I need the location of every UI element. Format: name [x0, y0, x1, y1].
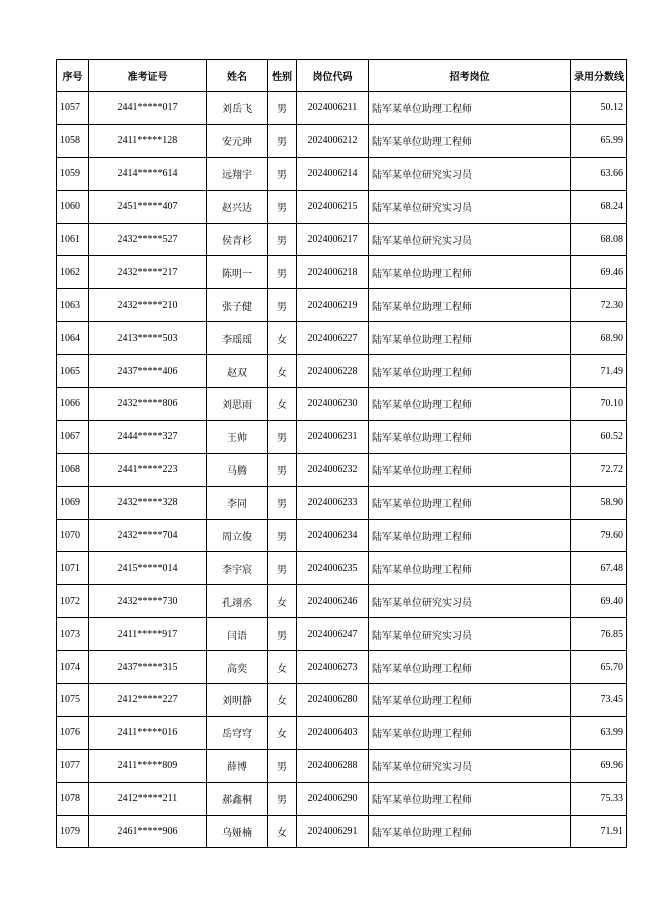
cell-seq: 1078	[57, 782, 89, 815]
table-row	[57, 585, 627, 618]
table-row	[57, 92, 627, 125]
cell-post-code: 2024006232	[297, 453, 369, 486]
table-row	[57, 453, 627, 486]
cell-post-code: 2024006233	[297, 486, 369, 519]
cell-gender: 男	[268, 223, 297, 256]
table-row	[57, 157, 627, 190]
cell-post: 陆军某单位研究实习员	[369, 585, 571, 618]
cell-score: 68.90	[571, 322, 627, 355]
cell-score: 72.30	[571, 289, 627, 322]
cell-name: 周立俊	[207, 519, 268, 552]
cell-score: 67.48	[571, 552, 627, 585]
table-row	[57, 552, 627, 585]
cell-exam-id: 2441*****223	[89, 453, 207, 486]
table-row	[57, 420, 627, 453]
cell-gender: 女	[268, 815, 297, 848]
cell-name: 岳穹穹	[207, 716, 268, 749]
cell-exam-id: 2437*****315	[89, 651, 207, 684]
cell-exam-id: 2432*****730	[89, 585, 207, 618]
cell-gender: 女	[268, 585, 297, 618]
cell-exam-id: 2412*****211	[89, 782, 207, 815]
cell-post: 陆军某单位助理工程师	[369, 420, 571, 453]
table-header	[57, 60, 627, 92]
cell-seq: 1071	[57, 552, 89, 585]
table-row	[57, 486, 627, 519]
cell-gender: 男	[268, 124, 297, 157]
cell-seq: 1074	[57, 651, 89, 684]
cell-gender: 男	[268, 256, 297, 289]
admission-score-table	[56, 59, 627, 848]
cell-name: 远翔宇	[207, 157, 268, 190]
cell-name: 王帅	[207, 420, 268, 453]
cell-exam-id: 2437*****406	[89, 355, 207, 388]
table-row	[57, 124, 627, 157]
cell-post-code: 2024006212	[297, 124, 369, 157]
cell-post: 陆军某单位助理工程师	[369, 552, 571, 585]
cell-name: 乌娅楠	[207, 815, 268, 848]
cell-score: 63.99	[571, 716, 627, 749]
cell-score: 69.96	[571, 749, 627, 782]
cell-seq: 1065	[57, 355, 89, 388]
table-row	[57, 618, 627, 651]
cell-gender: 女	[268, 716, 297, 749]
cell-exam-id: 2411*****809	[89, 749, 207, 782]
cell-exam-id: 2415*****014	[89, 552, 207, 585]
cell-score: 50.12	[571, 92, 627, 125]
header-name: 姓名	[207, 60, 268, 92]
table-row	[57, 355, 627, 388]
cell-exam-id: 2461*****906	[89, 815, 207, 848]
cell-exam-id: 2444*****327	[89, 420, 207, 453]
cell-post-code: 2024006291	[297, 815, 369, 848]
cell-post-code: 2024006217	[297, 223, 369, 256]
cell-gender: 男	[268, 190, 297, 223]
cell-post: 陆军某单位研究实习员	[369, 157, 571, 190]
cell-gender: 男	[268, 289, 297, 322]
cell-seq: 1077	[57, 749, 89, 782]
cell-post: 陆军某单位助理工程师	[369, 124, 571, 157]
cell-score: 69.46	[571, 256, 627, 289]
cell-post-code: 2024006288	[297, 749, 369, 782]
header-post-code: 岗位代码	[297, 60, 369, 92]
cell-post: 陆军某单位助理工程师	[369, 684, 571, 717]
table-body	[57, 92, 627, 848]
cell-post: 陆军某单位助理工程师	[369, 716, 571, 749]
cell-exam-id: 2411*****016	[89, 716, 207, 749]
cell-score: 70.10	[571, 388, 627, 421]
cell-post: 陆军某单位助理工程师	[369, 256, 571, 289]
cell-post: 陆军某单位助理工程师	[369, 651, 571, 684]
cell-name: 刘明静	[207, 684, 268, 717]
cell-seq: 1068	[57, 453, 89, 486]
cell-exam-id: 2411*****128	[89, 124, 207, 157]
cell-post-code: 2024006218	[297, 256, 369, 289]
cell-name: 李同	[207, 486, 268, 519]
cell-post-code: 2024006403	[297, 716, 369, 749]
cell-name: 侯青杉	[207, 223, 268, 256]
header-gender: 性别	[268, 60, 297, 92]
cell-exam-id: 2432*****527	[89, 223, 207, 256]
table-row	[57, 519, 627, 552]
cell-post: 陆军某单位助理工程师	[369, 815, 571, 848]
cell-post-code: 2024006215	[297, 190, 369, 223]
cell-name: 闫语	[207, 618, 268, 651]
header-seq: 序号	[57, 60, 89, 92]
cell-score: 76.85	[571, 618, 627, 651]
cell-exam-id: 2451*****407	[89, 190, 207, 223]
cell-seq: 1061	[57, 223, 89, 256]
table-row	[57, 322, 627, 355]
cell-name: 薛博	[207, 749, 268, 782]
cell-post: 陆军某单位研究实习员	[369, 618, 571, 651]
cell-seq: 1057	[57, 92, 89, 125]
cell-post: 陆军某单位研究实习员	[369, 190, 571, 223]
cell-post-code: 2024006228	[297, 355, 369, 388]
cell-gender: 男	[268, 519, 297, 552]
cell-post: 陆军某单位助理工程师	[369, 453, 571, 486]
cell-name: 张子健	[207, 289, 268, 322]
cell-score: 69.40	[571, 585, 627, 618]
cell-post: 陆军某单位助理工程师	[369, 355, 571, 388]
table-row	[57, 388, 627, 421]
cell-post: 陆军某单位助理工程师	[369, 782, 571, 815]
cell-gender: 男	[268, 157, 297, 190]
cell-seq: 1064	[57, 322, 89, 355]
cell-seq: 1075	[57, 684, 89, 717]
cell-post-code: 2024006273	[297, 651, 369, 684]
cell-score: 71.49	[571, 355, 627, 388]
cell-post: 陆军某单位助理工程师	[369, 92, 571, 125]
table-row	[57, 289, 627, 322]
cell-name: 陈明一	[207, 256, 268, 289]
header-row	[57, 60, 627, 92]
cell-seq: 1079	[57, 815, 89, 848]
cell-name: 孔翊丞	[207, 585, 268, 618]
cell-post-code: 2024006214	[297, 157, 369, 190]
cell-post: 陆军某单位助理工程师	[369, 486, 571, 519]
cell-gender: 男	[268, 618, 297, 651]
cell-gender: 男	[268, 782, 297, 815]
cell-exam-id: 2412*****227	[89, 684, 207, 717]
cell-seq: 1069	[57, 486, 89, 519]
cell-score: 75.33	[571, 782, 627, 815]
cell-post-code: 2024006235	[297, 552, 369, 585]
cell-name: 赵双	[207, 355, 268, 388]
table-row	[57, 815, 627, 848]
cell-exam-id: 2432*****217	[89, 256, 207, 289]
cell-seq: 1058	[57, 124, 89, 157]
cell-post: 陆军某单位研究实习员	[369, 223, 571, 256]
cell-post-code: 2024006290	[297, 782, 369, 815]
cell-exam-id: 2441*****017	[89, 92, 207, 125]
cell-seq: 1060	[57, 190, 89, 223]
cell-gender: 女	[268, 651, 297, 684]
table-row	[57, 223, 627, 256]
cell-post-code: 2024006219	[297, 289, 369, 322]
cell-post-code: 2024006231	[297, 420, 369, 453]
cell-post-code: 2024006234	[297, 519, 369, 552]
table-row	[57, 651, 627, 684]
cell-name: 赵兴达	[207, 190, 268, 223]
cell-exam-id: 2432*****210	[89, 289, 207, 322]
table-row	[57, 684, 627, 717]
cell-name: 刘岳飞	[207, 92, 268, 125]
cell-gender: 女	[268, 322, 297, 355]
cell-seq: 1067	[57, 420, 89, 453]
cell-gender: 男	[268, 552, 297, 585]
cell-post: 陆军某单位助理工程师	[369, 289, 571, 322]
cell-name: 马腾	[207, 453, 268, 486]
cell-exam-id: 2432*****806	[89, 388, 207, 421]
cell-seq: 1066	[57, 388, 89, 421]
cell-exam-id: 2432*****704	[89, 519, 207, 552]
table-row	[57, 749, 627, 782]
cell-post: 陆军某单位助理工程师	[369, 322, 571, 355]
cell-score: 71.91	[571, 815, 627, 848]
cell-name: 安元珅	[207, 124, 268, 157]
cell-seq: 1076	[57, 716, 89, 749]
cell-name: 李宇宸	[207, 552, 268, 585]
cell-post-code: 2024006246	[297, 585, 369, 618]
cell-exam-id: 2411*****917	[89, 618, 207, 651]
cell-seq: 1062	[57, 256, 89, 289]
cell-name: 高奕	[207, 651, 268, 684]
cell-seq: 1073	[57, 618, 89, 651]
cell-score: 65.99	[571, 124, 627, 157]
cell-score: 60.52	[571, 420, 627, 453]
cell-exam-id: 2432*****328	[89, 486, 207, 519]
cell-gender: 女	[268, 388, 297, 421]
cell-gender: 男	[268, 749, 297, 782]
cell-post-code: 2024006230	[297, 388, 369, 421]
cell-seq: 1072	[57, 585, 89, 618]
cell-post-code: 2024006280	[297, 684, 369, 717]
cell-score: 58.90	[571, 486, 627, 519]
cell-score: 63.66	[571, 157, 627, 190]
cell-post: 陆军某单位助理工程师	[369, 519, 571, 552]
cell-post-code: 2024006227	[297, 322, 369, 355]
cell-post: 陆军某单位助理工程师	[369, 388, 571, 421]
cell-score: 73.45	[571, 684, 627, 717]
header-score: 录用分数线	[571, 60, 627, 92]
cell-score: 68.24	[571, 190, 627, 223]
cell-gender: 女	[268, 355, 297, 388]
cell-gender: 男	[268, 92, 297, 125]
table-row	[57, 190, 627, 223]
cell-gender: 女	[268, 684, 297, 717]
cell-gender: 男	[268, 486, 297, 519]
cell-exam-id: 2414*****614	[89, 157, 207, 190]
cell-seq: 1070	[57, 519, 89, 552]
cell-post-code: 2024006247	[297, 618, 369, 651]
table-row	[57, 782, 627, 815]
cell-score: 65.70	[571, 651, 627, 684]
cell-post-code: 2024006211	[297, 92, 369, 125]
cell-name: 郝鑫桐	[207, 782, 268, 815]
table-row	[57, 256, 627, 289]
cell-score: 72.72	[571, 453, 627, 486]
cell-exam-id: 2413*****503	[89, 322, 207, 355]
cell-gender: 男	[268, 420, 297, 453]
cell-gender: 男	[268, 453, 297, 486]
cell-seq: 1063	[57, 289, 89, 322]
cell-name: 李瑶瑶	[207, 322, 268, 355]
cell-seq: 1059	[57, 157, 89, 190]
table-row	[57, 716, 627, 749]
header-post: 招考岗位	[369, 60, 571, 92]
cell-score: 79.60	[571, 519, 627, 552]
header-exam-id: 准考证号	[89, 60, 207, 92]
cell-name: 刘思雨	[207, 388, 268, 421]
cell-post: 陆军某单位研究实习员	[369, 749, 571, 782]
cell-score: 68.08	[571, 223, 627, 256]
